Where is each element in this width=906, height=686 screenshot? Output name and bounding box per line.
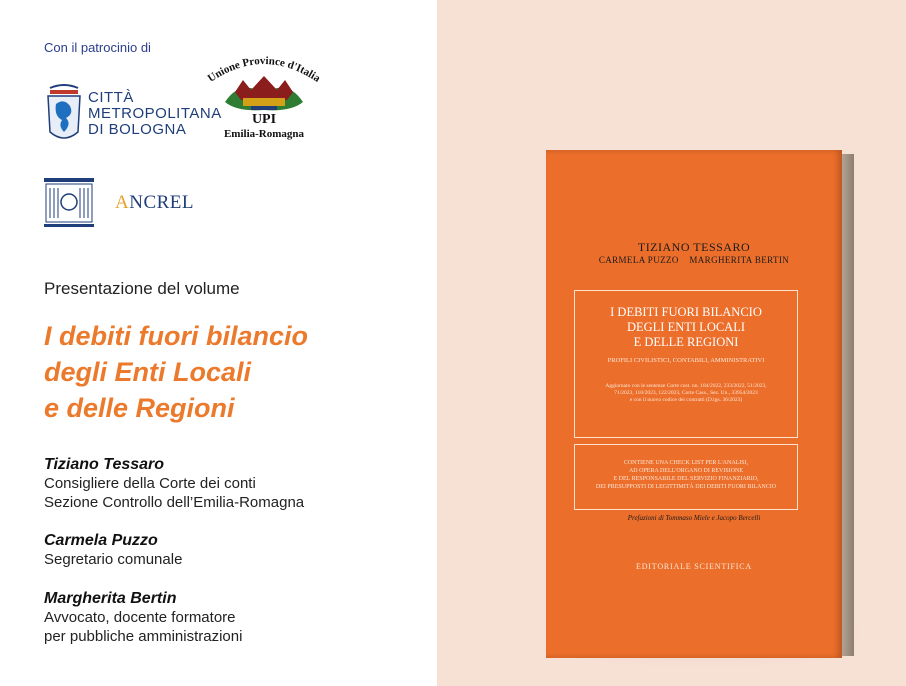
book-update-line-2: 71/2023, 110/2023, 122/2023, Corte Cass., Sez. Un., 33954/2023: [614, 390, 758, 396]
svg-text:Unione Province d'Italia: Unione Province d'Italia: [205, 54, 323, 85]
ordine-commercialisti-logo: [42, 168, 96, 238]
ordine-emblem-icon: [42, 168, 96, 238]
ancrel-name: [115, 192, 194, 214]
author-role-line: Avvocato, docente formatore: [44, 609, 236, 626]
book-title-box: [574, 290, 798, 438]
author-role-line: per pubbliche amministrazioni: [44, 628, 243, 645]
author-puzzo: [44, 531, 182, 569]
book-author-main: TIZIANO TESSARO: [637, 240, 751, 254]
presentazione-label: Presentazione del volume: [44, 279, 240, 298]
book-prefazioni: Prefazioni di Tommaso Miele e Jacopo Bercelli: [627, 514, 761, 522]
event-title: [44, 318, 308, 426]
author-name: Tiziano Tessaro: [44, 456, 165, 473]
ancrel-rest: NCREL: [129, 192, 195, 213]
citta-line-3: DI BOLOGNA: [88, 121, 187, 138]
author-role-line: Segretario comunale: [44, 551, 183, 568]
author-role-line: Consigliere della Corte dei conti: [44, 475, 256, 492]
upi-crown-icon: [221, 72, 307, 116]
upi-logo: [205, 48, 323, 148]
citta-metropolitana-logo: [44, 80, 222, 146]
book-title-line-2: DEGLI ENTI LOCALI: [626, 320, 746, 334]
citta-line-1: CITTÀ: [88, 89, 134, 106]
upi-region: Emilia-Romagna: [223, 128, 305, 140]
author-name: Carmela Puzzo: [44, 532, 158, 549]
book-checklist-line-2: AD OPERA DELL'ORGANO DI REVISIONE: [628, 468, 744, 474]
book-mockup: [546, 150, 852, 660]
title-line-2: degli Enti Locali: [44, 357, 252, 387]
citta-metropolitana-text: [88, 90, 222, 138]
book-pages-edge: [840, 154, 854, 656]
book-update-line-3: e con il nuovo codice dei contratti (D.lgs. 36/2023): [629, 397, 743, 403]
left-panel: [0, 0, 437, 686]
ancrel-accent-letter: A: [115, 192, 130, 213]
citta-line-2: METROPOLITANA: [88, 105, 222, 122]
citta-metropolitana-emblem-icon: [44, 82, 84, 144]
book-title: [575, 305, 797, 350]
book-update-line-1: Aggiornato con le sentenze Corte cost. nn. 184/2022, 233/2022, 51/2023,: [605, 383, 767, 389]
author-tessaro: [44, 455, 304, 512]
book-checklist-line-1: CONTIENE UNA CHECK LIST PER L'ANALISI,: [623, 460, 749, 466]
book-checklist-line-3: E DEL RESPONSABILE DEL SERVIZIO FINANZIARIO,: [613, 476, 759, 482]
book-title-line-1: I DEBITI FUORI BILANCIO: [610, 305, 762, 319]
title-line-3: e delle Regioni: [44, 393, 235, 423]
book-checklist-line-4: DEI PRESUPPOSTI DI LEGITTIMITÀ DEI DEBITI FUORI BILANCIO: [595, 484, 777, 490]
book-checklist-box: [574, 444, 798, 510]
upi-name: UPI: [251, 112, 277, 127]
book-update-note: [585, 383, 787, 404]
author-name: Margherita Bertin: [44, 590, 177, 607]
book-author-co: CARMELA PUZZO MARGHERITA BERTIN: [598, 255, 790, 265]
book-cover: [546, 150, 842, 658]
author-bertin: [44, 589, 242, 646]
title-line-1: I debiti fuori bilancio: [44, 321, 309, 351]
book-checklist-text: [579, 459, 793, 491]
book-publisher: EDITORIALE SCIENTIFICA: [636, 562, 752, 571]
author-role-line: Sezione Controllo dell’Emilia-Romagna: [44, 494, 305, 511]
ancrel-logo: [115, 190, 205, 220]
patrocinio-label: Con il patrocinio di: [44, 40, 151, 55]
book-title-line-3: E DELLE REGIONI: [633, 335, 739, 349]
book-subtitle: PROFILI CIVILISTICI, CONTABILI, AMMINISTRATIVI: [607, 357, 765, 364]
